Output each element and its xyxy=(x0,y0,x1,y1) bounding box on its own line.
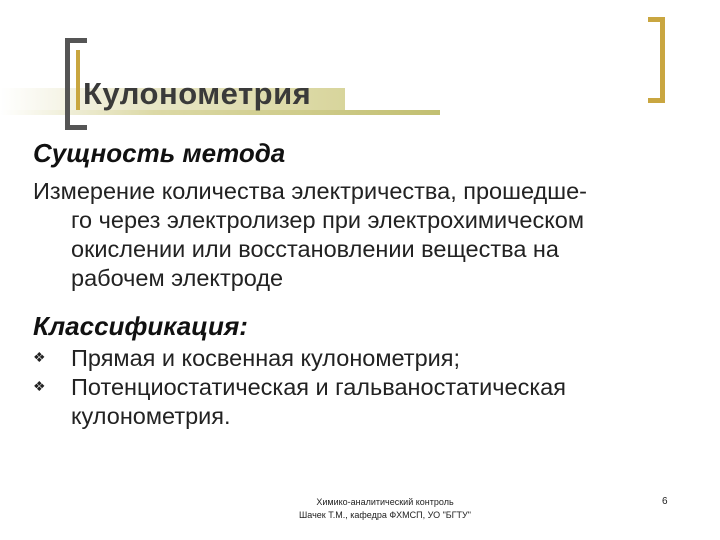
list-item-text: Потенциостатическая и гальваностатическая xyxy=(71,374,566,400)
page-number: 6 xyxy=(662,496,668,507)
footer-author: Шачек Т.М., кафедра ФХМСП, УО "БГТУ" xyxy=(299,510,471,520)
diamond-bullet-icon: ❖ xyxy=(33,349,46,365)
left-bracket-bottom xyxy=(65,125,87,130)
slide-title: Кулонометрия xyxy=(83,76,312,111)
section-heading-essence: Сущность метода xyxy=(33,138,286,168)
description-line: окислении или восстановлении вещества на xyxy=(71,236,559,262)
list-item-text: Прямая и косвенная кулонометрия; xyxy=(71,345,461,371)
section-heading-classification: Классификация: xyxy=(33,311,248,341)
method-description xyxy=(33,177,683,293)
description-line: рабочем электроде xyxy=(71,265,284,291)
list-item xyxy=(33,373,693,402)
description-line: Измерение количества электричества, прошедше- xyxy=(33,178,587,204)
left-bracket-top xyxy=(65,38,87,43)
description-line: го через электролизер при электрохимическом xyxy=(71,207,584,233)
footer-course: Химико-аналитический контроль xyxy=(316,497,454,507)
left-bracket xyxy=(65,38,70,130)
list-item-continuation: кулонометрия. xyxy=(71,403,231,429)
footer xyxy=(265,496,505,522)
right-bracket-top xyxy=(648,17,665,22)
diamond-bullet-icon: ❖ xyxy=(33,378,46,394)
right-bracket-bottom xyxy=(648,98,665,103)
list-item xyxy=(33,344,693,373)
classification-list xyxy=(33,344,693,431)
left-bracket-accent xyxy=(76,50,80,110)
right-bracket xyxy=(660,17,665,103)
